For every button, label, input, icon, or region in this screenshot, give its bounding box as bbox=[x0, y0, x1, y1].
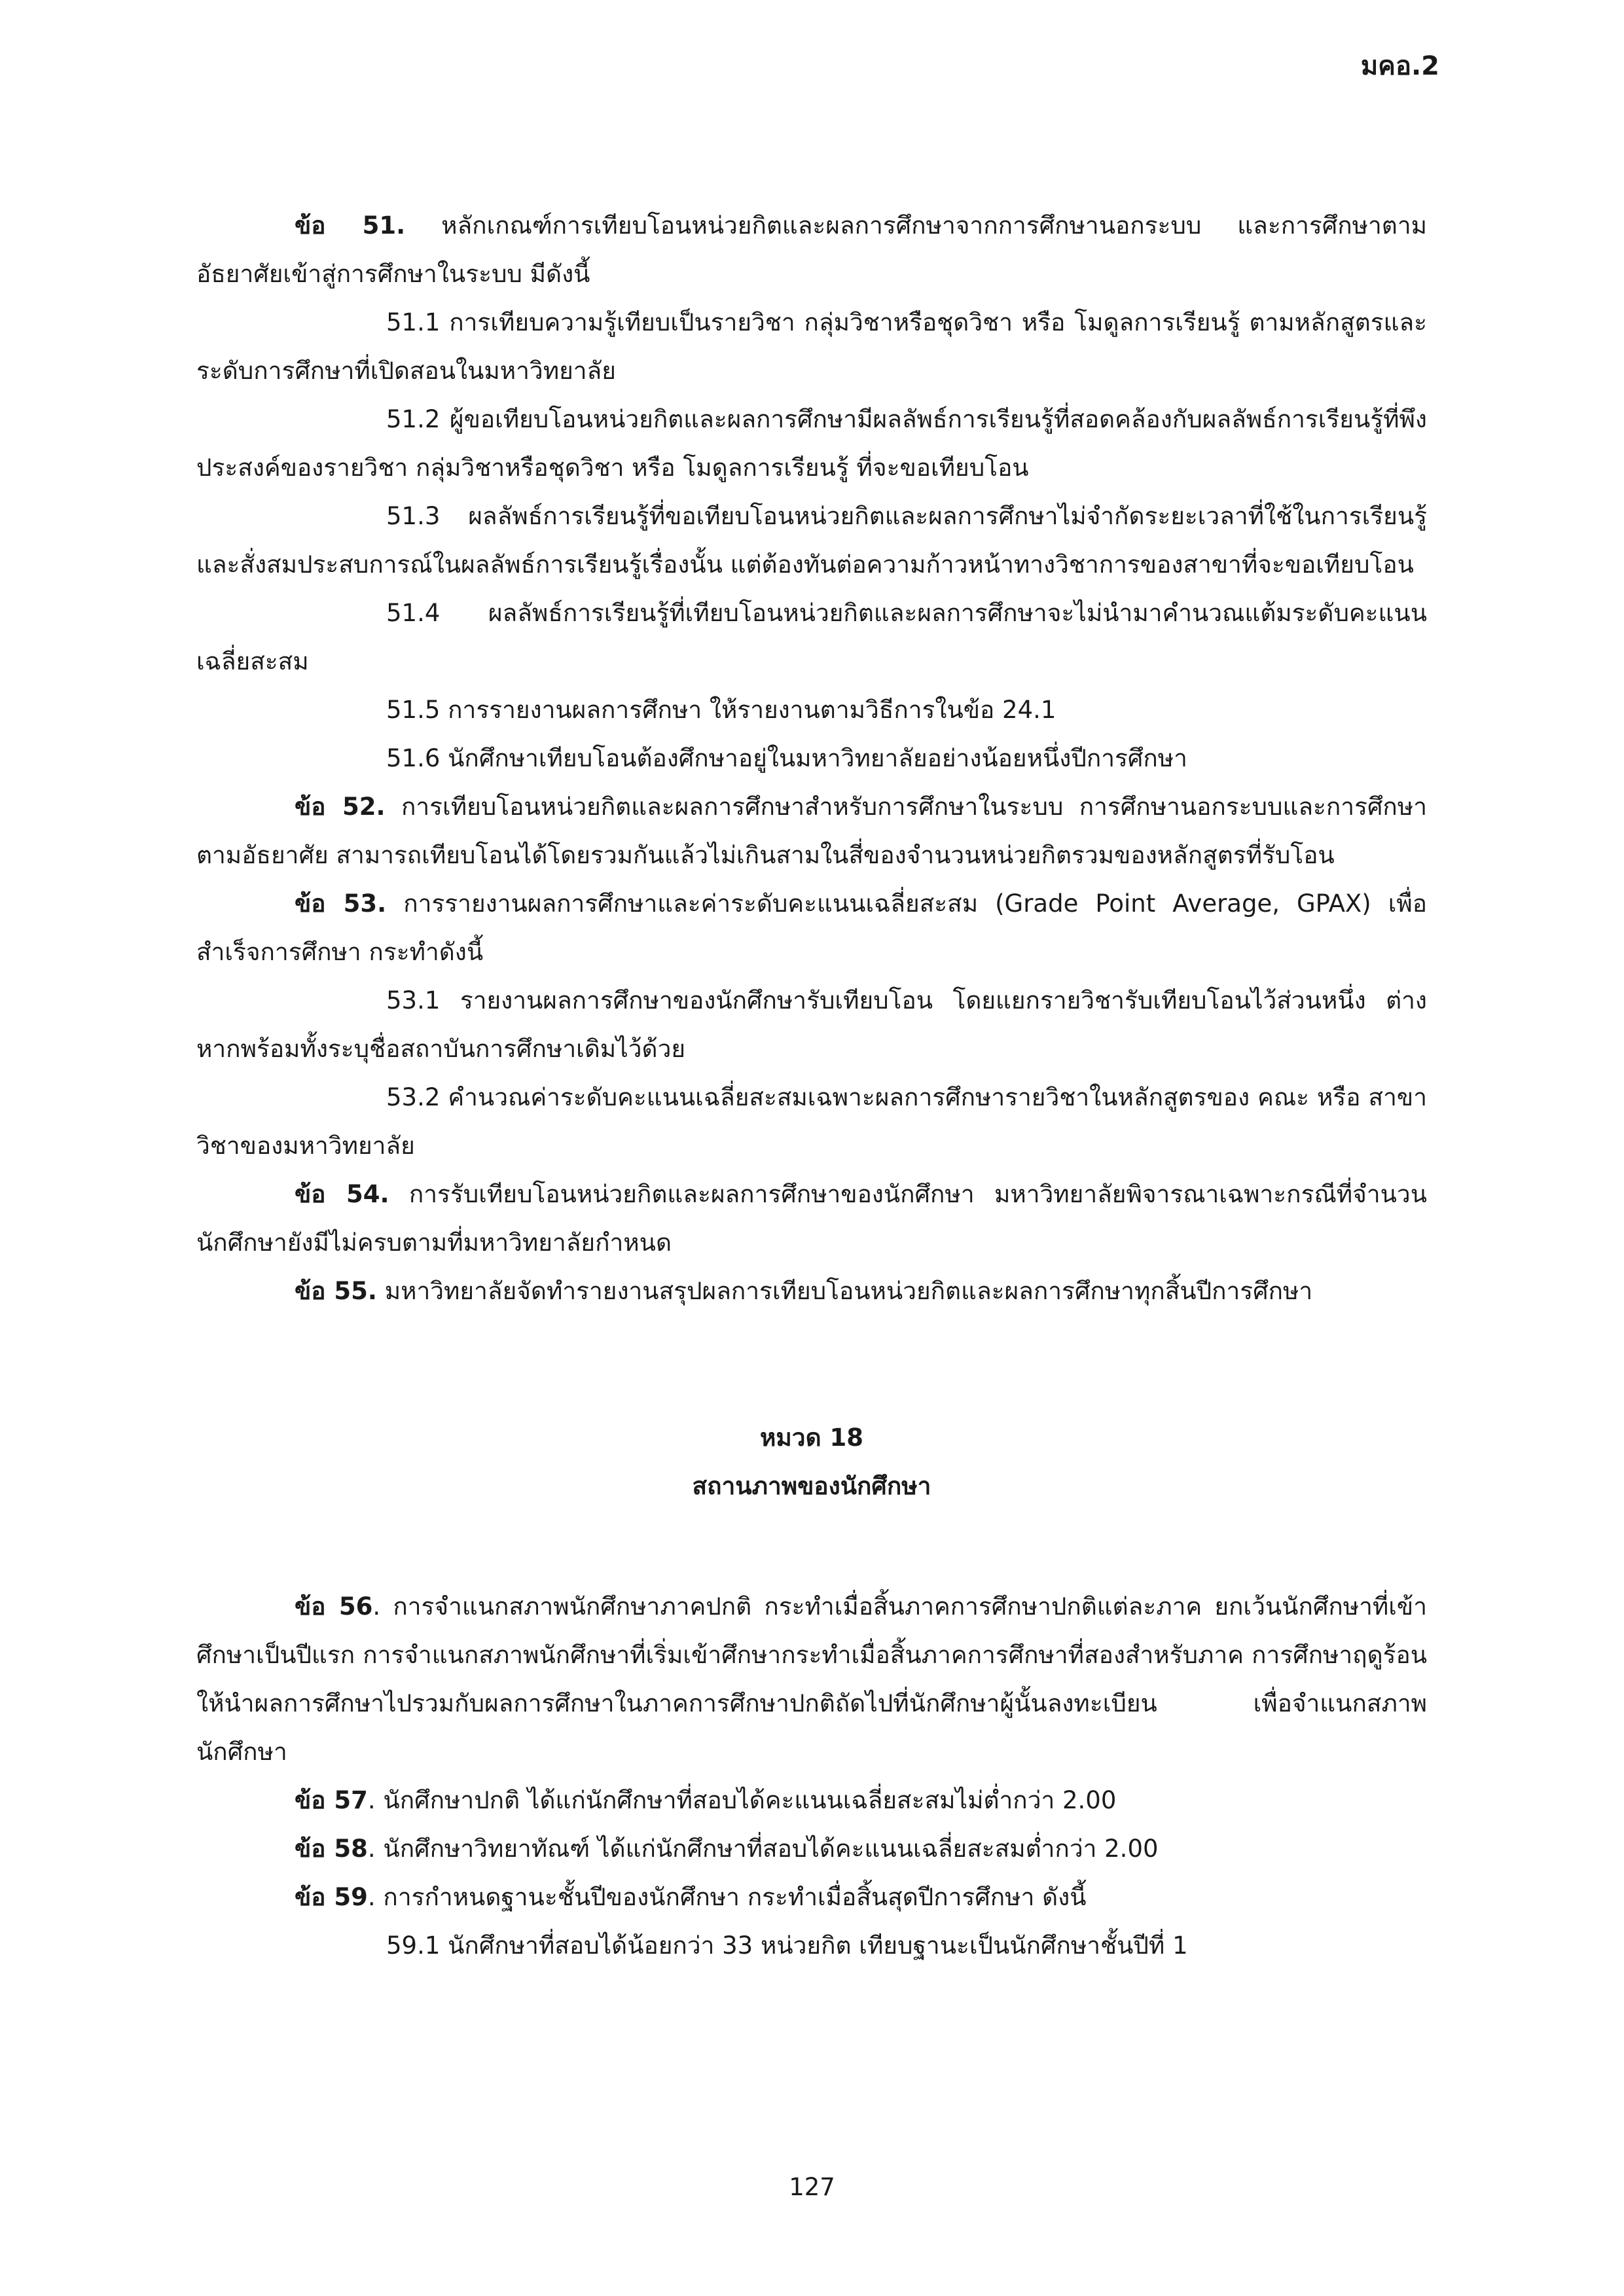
paragraph-text: 51.1 การเทียบความรู้เทียบเป็นรายวิชา กลุ่มวิชาหรือชุดวิชา หรือ โมดูลการเรียนรู้ ตามหลักสูตรและระดับการศึกษาที่เปิดสอนในมหาวิทยาลัย bbox=[196, 308, 1427, 385]
document-body bbox=[196, 202, 1427, 1970]
paragraph-text: การรายงานผลการศึกษาและค่าระดับคะแนนเฉลี่ยสะสม (Grade Point Average, GPAX) เพื่อ สำเร็จการศึกษา กระทำดังนี้ bbox=[196, 889, 1427, 966]
article-paragraph bbox=[196, 1825, 1427, 1873]
paragraph-text: 51.6 นักศึกษาเทียบโอนต้องศึกษาอยู่ในมหาวิทยาลัยอย่างน้อยหนึ่งปีการศึกษา bbox=[386, 744, 1187, 772]
page-number: 127 bbox=[789, 2173, 835, 2201]
paragraph-text: หลักเกณฑ์การเทียบโอนหน่วยกิตและผลการศึกษาจากการศึกษานอกระบบ และการศึกษาตามอัธยาศัยเข้าสู่การศึกษาในระบบ มีดังนี้ bbox=[196, 211, 1427, 288]
paragraph-text: 51.5 การรายงานผลการศึกษา ให้รายงานตามวิธีการในข้อ 24.1 bbox=[386, 696, 1056, 724]
article-number: ข้อ 58 bbox=[295, 1835, 368, 1863]
article-number: ข้อ 59 bbox=[295, 1883, 368, 1911]
article-paragraph bbox=[196, 1170, 1427, 1267]
paragraph-text: 53.2 คำนวณค่าระดับคะแนนเฉลี่ยสะสมเฉพาะผลการศึกษารายวิชาในหลักสูตรของ คณะ หรือ สาขาวิชาของมหาวิทยาลัย bbox=[196, 1083, 1427, 1160]
paragraph-text: มหาวิทยาลัยจัดทำรายงานสรุปผลการเทียบโอนหน่วยกิตและผลการศึกษาทุกสิ้นปีการศึกษา bbox=[376, 1277, 1313, 1305]
sub-clause-paragraph bbox=[196, 977, 1427, 1073]
paragraph-text: 51.2 ผู้ขอเทียบโอนหน่วยกิตและผลการศึกษามีผลลัพธ์การเรียนรู้ที่สอดคล้องกับผลลัพธ์การเรียนรู้ที่พึงประสงค์ของรายวิชา กลุ่มวิชาหรือชุดวิชา หรือ โมดูลการเรียนรู้ ที่จะขอเทียบโอน bbox=[196, 405, 1427, 482]
paragraph-text: การเทียบโอนหน่วยกิตและผลการศึกษาสำหรับการศึกษาในระบบ การศึกษานอกระบบและการศึกษาตามอัธยาศัย สามารถเทียบโอนได้โดยรวมกันแล้วไม่เกินสามในสี่ของจำนวนหน่วยกิตรวมของหลักสูตรที่รับโอน bbox=[196, 793, 1427, 869]
document-code: มคอ.2 bbox=[1360, 51, 1439, 81]
chapter-title: สถานภาพของนักศึกษา bbox=[692, 1472, 931, 1500]
section-student-status bbox=[196, 1583, 1427, 1970]
sub-clause-paragraph bbox=[196, 734, 1427, 783]
paragraph-text: . นักศึกษาวิทยาทัณฑ์ ได้แก่นักศึกษาที่สอบได้คะแนนเฉลี่ยสะสมต่ำกว่า 2.00 bbox=[367, 1835, 1159, 1863]
sub-clause-paragraph bbox=[196, 589, 1427, 686]
article-paragraph bbox=[196, 880, 1427, 977]
article-paragraph bbox=[196, 783, 1427, 880]
paragraph-text: . การจำแนกสภาพนักศึกษาภาคปกติ กระทำเมื่อสิ้นภาคการศึกษาปกติแต่ละภาค ยกเว้นนักศึกษาที่เข้าศึกษาเป็นปีแรก การจำแนกสภาพนักศึกษาที่เริ่มเข้าศึกษากระทำเมื่อสิ้นภาคการศึกษาที่สองสำหรับภาค การศึกษาฤดูร้อน ให้นำผลการศึกษาไปรวมกับผลการศึกษาในภาคการศึกษาปกติถัดไปที่นักศึกษาผู้นั้นลงทะเบียน เพื่อจำแนกสภาพนักศึกษา bbox=[196, 1592, 1428, 1766]
article-paragraph bbox=[196, 1873, 1427, 1922]
paragraph-text: 51.3 ผลลัพธ์การเรียนรู้ที่ขอเทียบโอนหน่วยกิตและผลการศึกษาไม่จำกัดระยะเวลาที่ใช้ในการเรียนรู้ และสั่งสมประสบการณ์ในผลลัพธ์การเรียนรู้เรื่องนั้น แต่ต้องทันต่อความก้าวหน้าทางวิชาการของสาขาที่จะขอเทียบโอน bbox=[196, 502, 1427, 579]
article-number: ข้อ 54. bbox=[295, 1180, 389, 1208]
paragraph-text: 59.1 นักศึกษาที่สอบได้น้อยกว่า 33 หน่วยกิต เทียบฐานะเป็นนักศึกษาชั้นปีที่ 1 bbox=[386, 1931, 1188, 1960]
paragraph-text: 51.4 ผลลัพธ์การเรียนรู้ที่เทียบโอนหน่วยกิตและผลการศึกษาจะไม่นำมาคำนวณแต้มระดับคะแนนเฉลี่ยสะสม bbox=[196, 599, 1427, 675]
article-number: ข้อ 51. bbox=[295, 211, 406, 240]
sub-clause-paragraph bbox=[196, 686, 1427, 734]
article-number: ข้อ 53. bbox=[295, 889, 387, 918]
article-paragraph bbox=[196, 202, 1427, 298]
section-gap bbox=[196, 1316, 1427, 1414]
article-number: ข้อ 56 bbox=[295, 1592, 373, 1621]
sub-clause-paragraph bbox=[196, 395, 1427, 492]
paragraph-text: . การกำหนดฐานะชั้นปีของนักศึกษา กระทำเมื่อสิ้นสุดปีการศึกษา ดังนี้ bbox=[367, 1883, 1087, 1911]
paragraph-text: 53.1 รายงานผลการศึกษาของนักศึกษารับเทียบโอน โดยแยกรายวิชารับเทียบโอนไว้ส่วนหนึ่ง ต่างหากพร้อมทั้งระบุชื่อสถาบันการศึกษาเดิมไว้ด้วย bbox=[196, 986, 1427, 1063]
sub-clause-paragraph bbox=[196, 1073, 1427, 1170]
sub-clause-paragraph bbox=[196, 1922, 1427, 1970]
paragraph-text: . นักศึกษาปกติ ได้แก่นักศึกษาที่สอบได้คะแนนเฉลี่ยสะสมไม่ต่ำกว่า 2.00 bbox=[367, 1786, 1117, 1814]
paragraph-text: การรับเทียบโอนหน่วยกิตและผลการศึกษาของนักศึกษา มหาวิทยาลัยพิจารณาเฉพาะกรณีที่จำนวนนักศึกษายังมีไม่ครบตามที่มหาวิทยาลัยกำหนด bbox=[196, 1180, 1427, 1257]
sub-clause-paragraph bbox=[196, 492, 1427, 589]
article-paragraph bbox=[196, 1267, 1427, 1316]
section-credit-transfer bbox=[196, 202, 1427, 1316]
section-gap bbox=[196, 1511, 1427, 1583]
article-number: ข้อ 55. bbox=[295, 1277, 377, 1305]
chapter-number: หมวด 18 bbox=[760, 1424, 863, 1452]
article-paragraph bbox=[196, 1583, 1427, 1776]
article-number: ข้อ 52. bbox=[295, 793, 386, 821]
article-paragraph bbox=[196, 1776, 1427, 1825]
sub-clause-paragraph bbox=[196, 298, 1427, 395]
article-number: ข้อ 57 bbox=[295, 1786, 368, 1814]
